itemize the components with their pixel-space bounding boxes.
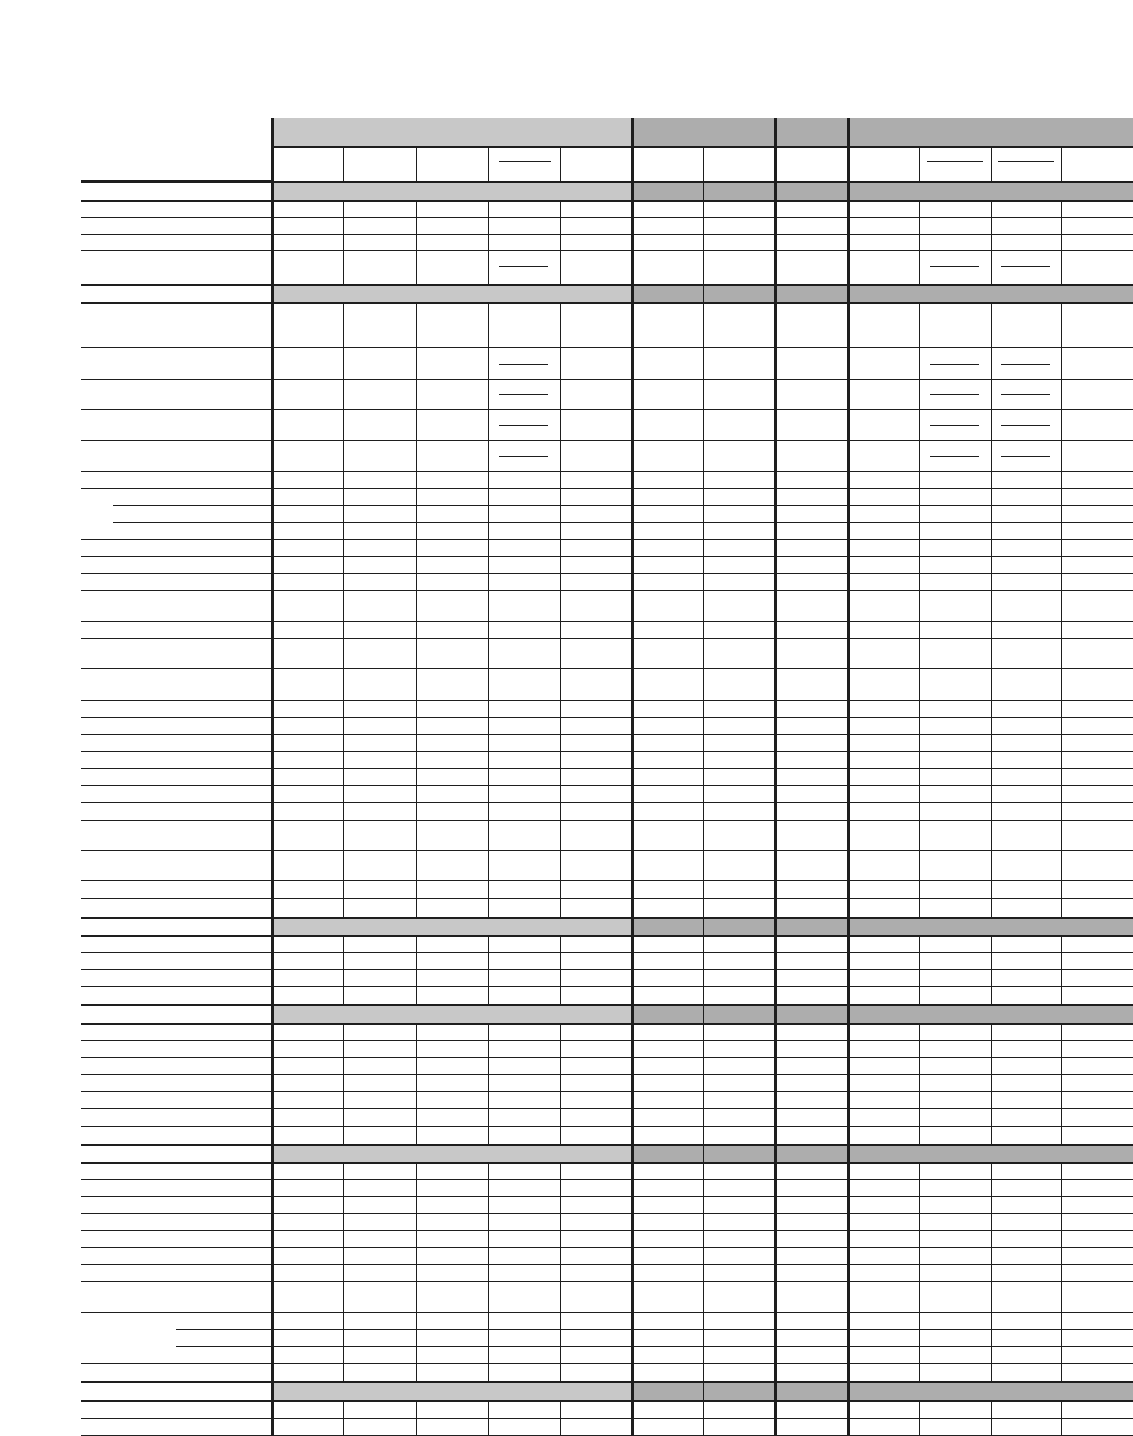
column-rule — [703, 147, 704, 1435]
row-rule — [81, 668, 1133, 669]
row-rule — [81, 217, 1133, 218]
section-band — [776, 1145, 847, 1162]
section-rule — [81, 1144, 1133, 1146]
fraction-stub — [499, 161, 551, 162]
section-rule — [81, 1162, 1133, 1164]
column-rule — [774, 118, 777, 1435]
row-rule — [81, 768, 1133, 769]
row-rule — [81, 952, 1133, 953]
column-rule — [919, 1400, 920, 1435]
header-group-band — [633, 118, 774, 147]
column-rule — [271, 118, 274, 1435]
header-rule — [271, 146, 1133, 148]
row-rule — [81, 820, 1133, 821]
row-rule — [81, 700, 1133, 701]
row-rule — [81, 1126, 1133, 1127]
row-rule — [81, 898, 1133, 899]
row-rule — [81, 573, 1133, 574]
section-band — [776, 1382, 847, 1400]
fraction-stub — [930, 425, 979, 426]
row-rule — [81, 1312, 1133, 1313]
column-rule — [560, 302, 561, 919]
section-rule — [81, 1400, 1133, 1402]
row-rule — [81, 379, 1133, 380]
row-rule — [81, 440, 1133, 441]
row-rule — [81, 717, 1133, 718]
row-rule — [81, 785, 1133, 786]
row-rule — [81, 488, 1133, 489]
section-band — [776, 182, 847, 200]
column-rule — [560, 200, 561, 286]
column-rule — [488, 1023, 489, 1146]
column-rule — [1061, 302, 1062, 919]
section-band — [849, 1005, 1133, 1023]
section-rule — [81, 917, 1133, 919]
row-rule — [81, 1074, 1133, 1075]
row-rule — [81, 638, 1133, 639]
fraction-stub — [998, 161, 1054, 162]
column-rule — [343, 1023, 344, 1146]
column-rule — [343, 200, 344, 286]
section-band — [272, 285, 631, 302]
row-rule — [81, 969, 1133, 970]
row-rule — [81, 590, 1133, 591]
section-band — [272, 1382, 631, 1400]
column-rule — [488, 302, 489, 919]
row-rule — [81, 347, 1133, 348]
column-rule — [919, 302, 920, 919]
fraction-stub — [930, 456, 979, 457]
row-rule — [81, 621, 1133, 622]
subrow-rule — [113, 522, 1133, 523]
row-rule — [81, 409, 1133, 410]
section-rule — [81, 935, 1133, 937]
column-rule — [488, 1162, 489, 1383]
row-rule — [81, 1230, 1133, 1231]
row-rule — [81, 850, 1133, 851]
column-rule — [343, 935, 344, 1006]
section-band — [849, 1382, 1133, 1400]
column-rule — [991, 935, 992, 1006]
section-band — [776, 918, 847, 935]
column-rule — [343, 302, 344, 919]
row-rule — [81, 1179, 1133, 1180]
fraction-stub — [499, 364, 548, 365]
row-rule — [81, 1281, 1133, 1282]
column-rule — [919, 1162, 920, 1383]
section-band — [272, 918, 631, 935]
column-rule — [991, 147, 992, 183]
section-rule — [81, 302, 1133, 304]
fraction-stub — [930, 364, 979, 365]
column-rule — [991, 302, 992, 919]
section-rule — [81, 200, 1133, 202]
column-rule — [560, 1400, 561, 1435]
column-rule — [991, 200, 992, 286]
row-rule — [81, 1040, 1133, 1041]
column-rule — [919, 147, 920, 183]
column-rule — [416, 1023, 417, 1146]
column-rule — [416, 1400, 417, 1435]
fraction-stub — [499, 425, 548, 426]
section-band — [849, 1145, 1133, 1162]
row-rule — [81, 1057, 1133, 1058]
row-rule — [81, 1108, 1133, 1109]
row-rule — [81, 880, 1133, 881]
column-rule — [1061, 1162, 1062, 1383]
fraction-stub — [1001, 425, 1050, 426]
section-rule — [81, 284, 1133, 286]
column-rule — [919, 200, 920, 286]
header-group-band — [776, 118, 847, 147]
fraction-stub — [1001, 266, 1050, 267]
column-rule — [416, 1162, 417, 1383]
column-rule — [1061, 147, 1062, 183]
section-rule — [81, 1004, 1133, 1006]
section-band — [272, 1145, 631, 1162]
row-rule — [81, 539, 1133, 540]
column-rule — [343, 1162, 344, 1383]
section-band — [849, 182, 1133, 200]
column-rule — [1061, 935, 1062, 1006]
fraction-stub — [1001, 394, 1050, 395]
section-band — [776, 285, 847, 302]
section-band — [272, 182, 631, 200]
column-rule — [991, 1162, 992, 1383]
column-rule — [991, 1400, 992, 1435]
column-rule — [560, 1162, 561, 1383]
column-rule — [991, 1023, 992, 1146]
fraction-stub — [1001, 364, 1050, 365]
row-rule — [81, 234, 1133, 235]
row-rule — [81, 1418, 1133, 1419]
column-rule — [560, 1023, 561, 1146]
row-rule — [81, 1213, 1133, 1214]
fraction-stub — [930, 394, 979, 395]
section-rule — [81, 1381, 1133, 1383]
subrow-rule — [176, 1346, 1133, 1347]
row-rule — [81, 250, 1133, 251]
row-rule — [81, 1264, 1133, 1265]
column-rule — [631, 118, 634, 1435]
column-rule — [919, 1023, 920, 1146]
header-group-band — [849, 118, 1133, 147]
row-rule — [81, 986, 1133, 987]
subrow-rule — [176, 1329, 1133, 1330]
column-rule — [343, 1400, 344, 1435]
header-group-band — [272, 118, 631, 147]
section-rule — [81, 1023, 1133, 1025]
column-rule — [416, 302, 417, 919]
fraction-stub — [499, 456, 548, 457]
row-rule — [81, 1247, 1133, 1248]
column-rule — [560, 935, 561, 1006]
column-rule — [488, 935, 489, 1006]
row-rule — [81, 180, 271, 182]
section-band — [849, 918, 1133, 935]
column-rule — [416, 935, 417, 1006]
column-rule — [1061, 1400, 1062, 1435]
section-band — [776, 1005, 847, 1023]
section-band — [272, 1005, 631, 1023]
subrow-rule — [113, 505, 1133, 506]
fraction-stub — [930, 266, 979, 267]
column-rule — [560, 147, 561, 183]
column-rule — [488, 200, 489, 286]
section-band — [849, 285, 1133, 302]
column-rule — [416, 147, 417, 183]
row-rule — [81, 802, 1133, 803]
row-rule — [81, 1363, 1133, 1364]
column-rule — [919, 935, 920, 1006]
row-rule — [81, 471, 1133, 472]
column-rule — [343, 147, 344, 183]
column-rule — [1061, 1023, 1062, 1146]
row-rule — [81, 1091, 1133, 1092]
column-rule — [1061, 200, 1062, 286]
row-rule — [81, 556, 1133, 557]
fraction-stub — [499, 266, 548, 267]
row-rule — [81, 1196, 1133, 1197]
fraction-stub — [499, 394, 548, 395]
column-rule — [488, 147, 489, 183]
column-rule — [488, 1400, 489, 1435]
fraction-stub — [927, 161, 983, 162]
row-rule — [81, 734, 1133, 735]
column-rule — [847, 118, 850, 1435]
row-rule — [81, 751, 1133, 752]
column-rule — [416, 200, 417, 286]
fraction-stub — [1001, 456, 1050, 457]
